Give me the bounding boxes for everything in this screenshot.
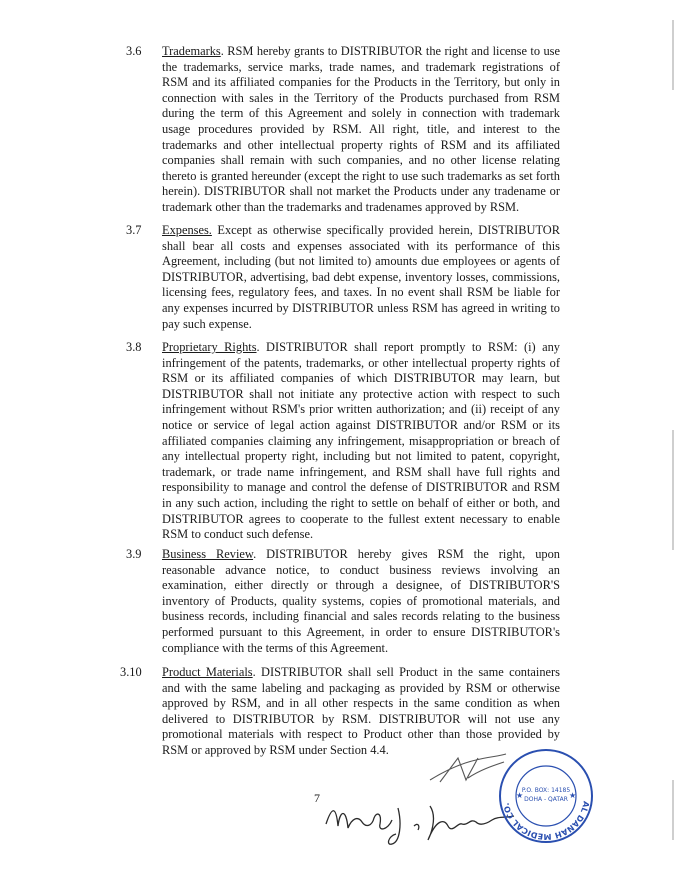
section-heading: Product Materials: [162, 665, 253, 679]
section-text: . DISTRIBUTOR shall sell Product in the same containers and with the same labeling and packaging as provided by RSM or otherwise approved by RSM, and in all other respects in the same condition as when delivered to DISTRIBUTOR by RSM. DISTRIBUTOR will not use any promotional materials with respect to Product other than those provided by RSM or approved by RSM under Section 4.4.: [162, 665, 560, 757]
signature-image: [318, 796, 518, 848]
section-text: . DISTRIBUTOR hereby gives RSM the right, upon reasonable advance notice, to conduct business reviews involving an examination, either directly or through a designee, of DISTRIBUTOR'S inventory of Products, quality systems, copies of promotional materials, and business records, including financial and sales records relating to the business performed pursuant to this Agreement, in order to ensure DISTRIBUTOR's compliance with the terms of this Agreement.: [162, 547, 560, 655]
section-text: . DISTRIBUTOR shall report promptly to RSM: (i) any infringement of the patents, trademarks, or other intellectual property rights of RSM or its affiliated companies of which DISTRIBUTOR may learn, but DISTRIBUTOR shall not initiate any protective action with respect to such infringement without RSM's prior written authorization; and (ii) receipt of any notice or service of legal action against DISTRIBUTOR and/or RSM or its affiliated companies claiming any infringement, misappropriation or breach of any intellectual property right, including but not limited to patent, copyright, trademark, or trade name infringement, and RSM shall have full rights and responsibility to manage and control the defense of DISTRIBUTOR and RSM in any such action, including the right to settle on behalf of either or both, and DISTRIBUTOR agrees to cooperate to the fullest extent necessary to enable RSM to conduct such defense.: [162, 340, 560, 542]
section-heading: Business Review: [162, 547, 254, 561]
section-number: 3.10: [120, 665, 142, 679]
section-paragraph: [162, 665, 560, 759]
svg-text:AL DANAH MEDICAL CO.: AL DANAH MEDICAL CO.: [501, 800, 591, 842]
section-text: Except as otherwise specifically provided herein, DISTRIBUTOR shall bear all costs and expenses associated with its performance of this Agreement, including (but not limited to) amounts due employees or agents of DISTRIBUTOR, advertising, bad debt expense, inventory losses, commissions, licensing fees, regulatory fees, and taxes. In no event shall RSM be liable for any expenses incurred by DISTRIBUTOR unless RSM has agreed in writing to pay such expense.: [162, 223, 560, 331]
section-paragraph: [162, 44, 560, 216]
section-paragraph: [162, 340, 560, 543]
section-number: 3.9: [126, 547, 142, 561]
initials-scribble: [428, 750, 508, 788]
scan-edge-mark: [672, 780, 674, 840]
svg-text:★: ★: [516, 791, 524, 800]
page-number: 7: [314, 791, 320, 805]
section-number: 3.8: [126, 340, 142, 354]
svg-text:★: ★: [569, 791, 577, 800]
section-paragraph: [162, 223, 560, 332]
section-paragraph: [162, 547, 560, 656]
section-text: . RSM hereby grants to DISTRIBUTOR the right and license to use the trademarks, service marks, trade names, and trademark registrations of RSM and its affiliated companies for the Products in the Territory, but only in connection with sales in the Territory of the Products purchased from RSM during the term of this Agreement and solely in connection with trademark usage procedures provided by RSM. All right, title, and interest to the trademarks and other intellectual property rights of RSM and its affiliated companies shall remain with such companies, and no other license relating thereto is granted hereunder (except the right to use such trademarks as set forth herein). DISTRIBUTOR shall not market the Products under any tradename or trademark other than the trademarks and tradenames approved by RSM.: [162, 44, 560, 214]
section-heading: Expenses.: [162, 223, 212, 237]
section-number: 3.6: [126, 44, 142, 58]
section-number: 3.7: [126, 223, 142, 237]
section-heading: Proprietary Rights: [162, 340, 257, 354]
scan-edge-mark: [672, 430, 674, 550]
svg-text:P.O. BOX: 14185: P.O. BOX: 14185: [521, 787, 571, 794]
section-heading: Trademarks: [162, 44, 221, 58]
scan-edge-mark: [672, 20, 674, 90]
svg-text:DOHA - QATAR: DOHA - QATAR: [524, 796, 568, 803]
company-stamp: [498, 748, 594, 844]
